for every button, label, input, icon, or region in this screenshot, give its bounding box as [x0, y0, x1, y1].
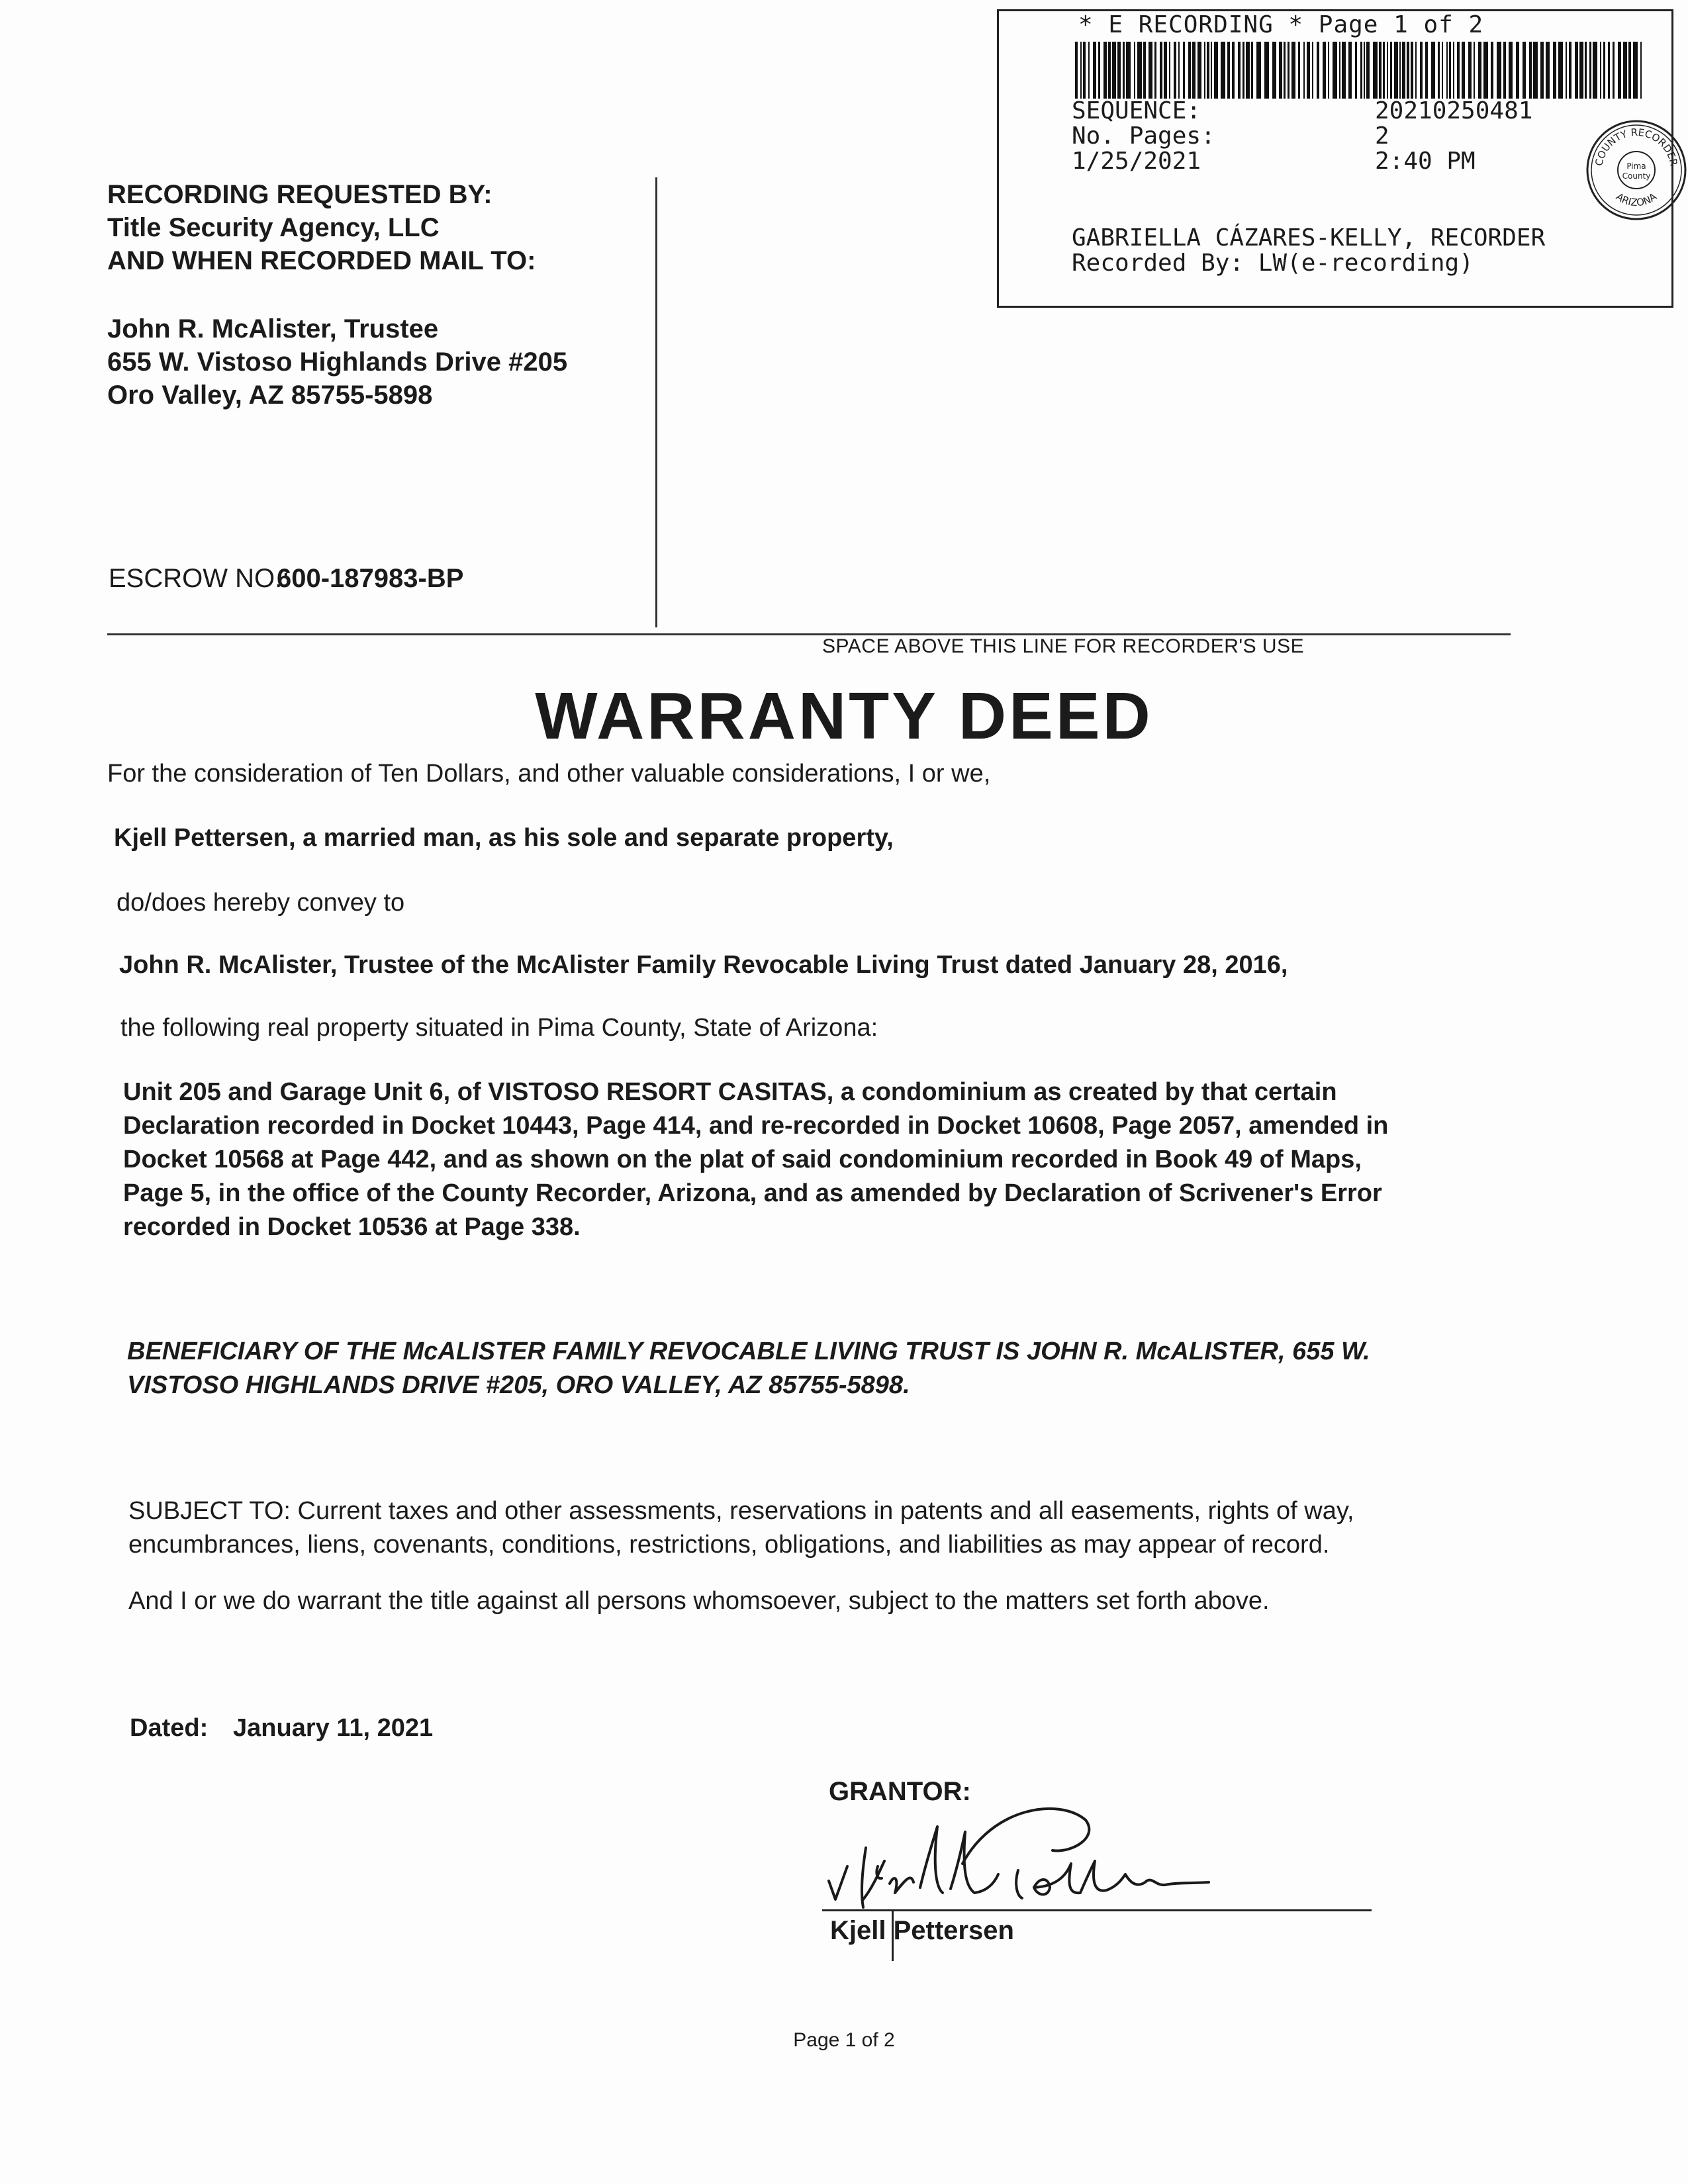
page-number: Page 1 of 2 — [793, 2029, 895, 2051]
barcode-bar — [1431, 42, 1435, 99]
barcode-bar — [1204, 42, 1205, 99]
beneficiary-statement — [127, 1335, 1370, 1402]
barcode-bar — [1098, 42, 1100, 99]
barcode-bar — [1540, 42, 1544, 99]
barcode-bar — [1264, 42, 1269, 99]
mail-name: John R. McAlister, Trustee — [107, 314, 439, 343]
barcode-bar — [1366, 42, 1370, 99]
escrow-number: 600-187983-BP — [277, 564, 464, 593]
barcode-bar — [1108, 42, 1111, 99]
barcode-bar — [1192, 42, 1196, 99]
escrow-label: ESCROW NO.: — [109, 564, 290, 593]
legal-line: Declaration recorded in Docket 10443, Page 414, and re-recorded in Docket 10608, Page 2057, amended in — [123, 1112, 1389, 1140]
barcode-bar — [1360, 42, 1362, 99]
document-title: WARRANTY DEED — [535, 679, 1153, 753]
grantor-signature — [821, 1800, 1231, 1916]
barcode-bar — [1449, 42, 1451, 99]
barcode-bar — [1533, 42, 1538, 99]
barcode-bar — [1112, 42, 1116, 99]
barcode-bar — [1160, 42, 1162, 99]
barcode-bar — [1355, 42, 1357, 99]
signature-line — [822, 1909, 1372, 1911]
mail-to-label: AND WHEN RECORDED MAIL TO: — [107, 246, 536, 275]
barcode-bar — [1383, 42, 1385, 99]
legal-description — [123, 1075, 1388, 1244]
sequence-value: 20210250481 — [1375, 97, 1533, 124]
grantor-label: GRANTOR: — [829, 1777, 971, 1806]
subject-line: encumbrances, liens, covenants, conditions, restrictions, obligations, and liabilities as may appear of record. — [128, 1531, 1330, 1559]
barcode-bar — [1497, 42, 1501, 99]
barcode-bar — [1585, 42, 1587, 99]
barcode-bar — [1618, 42, 1621, 99]
barcode-bar — [1317, 42, 1319, 99]
warrant-text: And I or we do warrant the title against all persons whomsoever, subject to the matters set forth above. — [128, 1587, 1270, 1615]
barcode-bar — [1221, 42, 1225, 99]
recording-time: 2:40 PM — [1375, 148, 1476, 175]
barcode-bar — [1442, 42, 1443, 99]
barcode-bar — [1407, 42, 1409, 99]
dated-value: January 11, 2021 — [233, 1714, 434, 1742]
barcode-bar — [1117, 42, 1121, 99]
barcode-bar — [1312, 42, 1313, 99]
barcode-bar — [1207, 42, 1209, 99]
barcode-bar — [1232, 42, 1235, 99]
column-divider — [655, 177, 657, 627]
barcode-bar — [1387, 42, 1388, 99]
barcode-bar — [1211, 42, 1212, 99]
barcode-bar — [1137, 42, 1142, 99]
barcode-bar — [1251, 42, 1253, 99]
barcode-bar — [1558, 42, 1563, 99]
barcode-bar — [1569, 42, 1571, 99]
barcode-bar — [1593, 42, 1597, 99]
barcode-bar — [1633, 42, 1638, 99]
barcode-bar — [1516, 42, 1519, 99]
pages-label: No. Pages: — [1072, 122, 1215, 150]
pages-value: 2 — [1375, 122, 1389, 150]
barcode-bar — [1402, 42, 1405, 99]
barcode-bar — [1462, 42, 1465, 99]
barcode-bar — [1303, 42, 1305, 99]
legal-line: Page 5, in the office of the County Recorder, Arizona, and as amended by Declaration of Scrivener's Error — [123, 1179, 1382, 1207]
barcode-bar — [1169, 42, 1170, 99]
recording-date: 1/25/2021 — [1072, 148, 1201, 175]
barcode-bar — [1288, 42, 1289, 99]
legal-line: Docket 10568 at Page 442, and as shown on the plat of said condominium recorded in Book 49 of Maps, — [123, 1146, 1362, 1173]
barcode-bar — [1373, 42, 1378, 99]
barcode-bar — [1075, 42, 1078, 99]
barcode-bar — [1579, 42, 1583, 99]
barcode-bar — [1348, 42, 1352, 99]
barcode-bar — [1523, 42, 1526, 99]
barcode-bar — [1279, 42, 1282, 99]
beneficiary-line: BENEFICIARY OF THE McALISTER FAMILY REVOCABLE LIVING TRUST IS JOHN R. McALISTER, 655 W. — [127, 1338, 1370, 1365]
convey-text: do/does hereby convey to — [117, 889, 405, 917]
barcode-bar — [1214, 42, 1218, 99]
barcode-bar — [1468, 42, 1472, 99]
mail-address-1: 655 W. Vistoso Highlands Drive #205 — [107, 347, 568, 377]
barcode-bar — [1613, 42, 1615, 99]
situated-text: the following real property situated in Pima County, State of Arizona: — [120, 1014, 878, 1042]
barcode-bar — [1333, 42, 1337, 99]
barcode-bar — [1178, 42, 1180, 99]
barcode-bar — [1529, 42, 1532, 99]
barcode-bar — [1342, 42, 1346, 99]
mail-address-2: Oro Valley, AZ 85755-5898 — [107, 381, 433, 410]
barcode-bar — [1438, 42, 1440, 99]
subject-line: SUBJECT TO: Current taxes and other assessments, reservations in patents and all easements, rights of way, — [128, 1497, 1354, 1525]
barcode-bar — [1425, 42, 1428, 99]
barcode-bar — [1364, 42, 1365, 99]
barcode-bar — [1227, 42, 1230, 99]
barcode-bar — [1307, 42, 1310, 99]
grantee-text: John R. McAlister, Trustee of the McAlister Family Revocable Living Trust dated January 28, 2016, — [119, 951, 1288, 979]
barcode-bar — [1291, 42, 1295, 99]
barcode-bar — [1640, 42, 1642, 99]
seal-center-1: Pima — [1626, 161, 1646, 171]
barcode-bar — [1399, 42, 1401, 99]
beneficiary-line: VISTOSO HIGHLANDS DRIVE #205, ORO VALLEY, AZ 85755-5898. — [127, 1371, 910, 1399]
barcode-bar — [1339, 42, 1340, 99]
barcode-bar — [1164, 42, 1167, 99]
barcode-bar — [1478, 42, 1481, 99]
barcode-bar — [1323, 42, 1326, 99]
barcode-bar — [1553, 42, 1556, 99]
barcode-bar — [1483, 42, 1488, 99]
county-seal-icon — [1583, 117, 1688, 223]
barcode-bar — [1123, 42, 1125, 99]
svg-text:ARIZONA — [1614, 191, 1660, 209]
subject-to-clause — [128, 1494, 1354, 1562]
barcode-bar — [1272, 42, 1276, 99]
barcode-bar — [1197, 42, 1201, 99]
barcode-bar — [1080, 42, 1082, 99]
barcode-bar — [1088, 42, 1090, 99]
legal-line: recorded in Docket 10536 at Page 338. — [123, 1213, 581, 1241]
barcode — [1075, 42, 1644, 99]
barcode-bar — [1589, 42, 1591, 99]
barcode-bar — [1566, 42, 1567, 99]
requested-by-label: RECORDING REQUESTED BY: — [107, 180, 492, 209]
barcode-bar — [1394, 42, 1398, 99]
recorder-stamp — [997, 9, 1680, 308]
barcode-bar — [1298, 42, 1300, 99]
barcode-bar — [1503, 42, 1506, 99]
stamp-header: * E RECORDING * Page 1 of 2 — [1078, 11, 1484, 38]
grantor-clause: Kjell Pettersen, a married man, as his sole and separate property, — [114, 824, 894, 852]
sequence-label: SEQUENCE: — [1072, 97, 1201, 124]
barcode-bar — [1415, 42, 1417, 99]
barcode-bar — [1575, 42, 1578, 99]
space-above-note: SPACE ABOVE THIS LINE FOR RECORDER'S USE — [822, 635, 1305, 657]
barcode-bar — [1623, 42, 1627, 99]
barcode-bar — [1126, 42, 1131, 99]
barcode-bar — [1149, 42, 1152, 99]
recorder-name: GABRIELLA CÁZARES-KELLY, RECORDER — [1072, 224, 1546, 251]
requested-by: Title Security Agency, LLC — [107, 213, 440, 242]
barcode-bar — [1143, 42, 1146, 99]
barcode-bar — [1446, 42, 1448, 99]
seal-top-text: COUNTY RECORDER — [1593, 126, 1680, 167]
seal-center-2: County — [1622, 171, 1651, 181]
barcode-bar — [1083, 42, 1086, 99]
barcode-bar — [1603, 42, 1605, 99]
barcode-bar — [1183, 42, 1185, 99]
barcode-bar — [1328, 42, 1329, 99]
legal-line: Unit 205 and Garage Unit 6, of VISTOSO RESORT CASITAS, a condominium as created by that certain — [123, 1078, 1337, 1106]
barcode-bar — [1628, 42, 1631, 99]
barcode-bar — [1246, 42, 1250, 99]
barcode-bar — [1256, 42, 1261, 99]
grantor-name: Kjell Pettersen — [830, 1916, 1014, 1945]
barcode-bar — [1474, 42, 1475, 99]
dated-label: Dated: — [130, 1714, 209, 1742]
barcode-bar — [1390, 42, 1392, 99]
barcode-bar — [1453, 42, 1454, 99]
barcode-bar — [1509, 42, 1513, 99]
barcode-bar — [1174, 42, 1176, 99]
barcode-bar — [1411, 42, 1413, 99]
barcode-bar — [1134, 42, 1135, 99]
barcode-bar — [1546, 42, 1550, 99]
consideration-text: For the consideration of Ten Dollars, and other valuable considerations, I or we, — [107, 760, 991, 788]
barcode-bar — [1457, 42, 1460, 99]
barcode-bar — [1284, 42, 1286, 99]
barcode-bar — [1608, 42, 1610, 99]
barcode-bar — [1379, 42, 1382, 99]
seal-bottom-text: ARIZONA — [1614, 190, 1659, 209]
barcode-bar — [1093, 42, 1096, 99]
barcode-bar — [1600, 42, 1601, 99]
barcode-bar — [1238, 42, 1241, 99]
barcode-bar — [1491, 42, 1493, 99]
barcode-bar — [1154, 42, 1156, 99]
recorded-by: Recorded By: LW(e-recording) — [1072, 250, 1474, 277]
barcode-bar — [1188, 42, 1191, 99]
barcode-bar — [1103, 42, 1107, 99]
barcode-bar — [1243, 42, 1244, 99]
barcode-bar — [1420, 42, 1423, 99]
